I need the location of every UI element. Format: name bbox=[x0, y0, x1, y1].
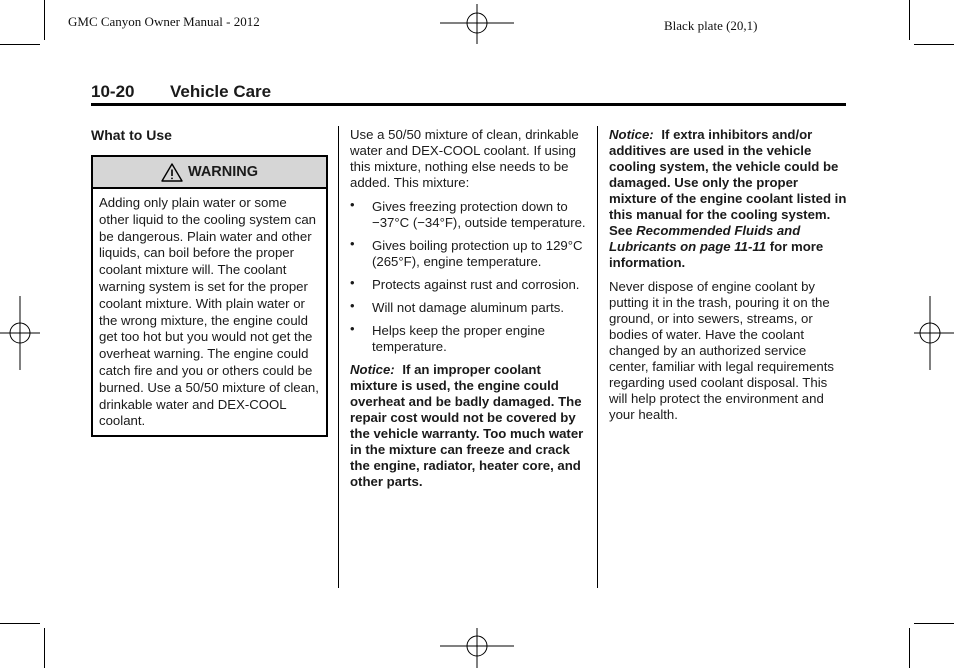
crop-mark bbox=[909, 628, 910, 668]
warning-triangle-icon bbox=[161, 163, 183, 182]
crop-mark bbox=[914, 44, 954, 45]
warning-box bbox=[91, 155, 328, 437]
notice-paragraph bbox=[609, 127, 849, 271]
notice-text: If an improper coolant mixture is used, the engine could overheat and be badly damaged. The repair cost would not be covered by the vehicle warranty. Too much water in the mixture can freeze and crack the engine, radiator, heater core, and other parts. bbox=[350, 362, 584, 489]
column-3 bbox=[609, 127, 849, 423]
notice-text: If extra inhibitors and/or additives are used in the vehicle cooling system, the vehicle could be damaged. Use only the proper mixture of the engine coolant listed in this manual for the cooling system. See bbox=[609, 127, 847, 238]
list-item bbox=[350, 300, 590, 316]
bullet-icon: • bbox=[350, 236, 355, 251]
print-header-right: Black plate (20,1) bbox=[664, 18, 758, 33]
list-item-text: Will not damage aluminum parts. bbox=[372, 300, 565, 315]
registration-crosshair-icon bbox=[914, 296, 954, 370]
print-header-left: GMC Canyon Owner Manual - 2012 bbox=[68, 14, 260, 29]
registration-crosshair-icon bbox=[440, 4, 514, 44]
cross-reference-link[interactable]: Recommended Fluids and Lubricants on page 11-11 bbox=[609, 223, 801, 254]
crop-mark bbox=[0, 44, 40, 45]
column-1 bbox=[91, 127, 328, 437]
crop-mark bbox=[44, 0, 45, 40]
notice-paragraph bbox=[350, 362, 590, 490]
bullet-icon: • bbox=[350, 197, 355, 212]
list-item bbox=[350, 238, 590, 270]
crop-mark bbox=[909, 0, 910, 40]
column-divider bbox=[597, 126, 598, 588]
disposal-paragraph: Never dispose of engine coolant by putting it in the trash, pouring it on the ground, or into sewers, streams, or bodies of water. Have the coolant changed by an authorized service center, familiar with legal requirements regarding used coolant disposal. This will help protect the environment and your health. bbox=[609, 279, 835, 422]
notice-label: Notice: bbox=[350, 362, 395, 377]
bullet-icon: • bbox=[350, 321, 355, 336]
column-2 bbox=[350, 127, 590, 490]
list-item-text: Helps keep the proper engine temperature. bbox=[372, 323, 546, 354]
registration-crosshair-icon bbox=[440, 628, 514, 668]
warning-text: Adding only plain water or some other liquid to the cooling system can be dangerous. Plain water and other liquids, can boil before the proper coolant mixture will. The coolant warning system is set for the proper coolant mixture. With plain water or the wrong mixture, the engine could get too hot but you would not get the overheat warning. The engine could catch fire and you or others could be burned. Use a 50/50 mixture of clean, drinkable water and DEX-COOL coolant. bbox=[99, 195, 319, 429]
intro-paragraph: Use a 50/50 mixture of clean, drinkable water and DEX-COOL coolant. If using this mixture, nothing else needs to be added. This mixture: bbox=[350, 127, 579, 190]
list-item bbox=[350, 323, 590, 355]
warning-header bbox=[93, 157, 326, 189]
list-item-text: Gives boiling protection up to 129°C (265°F), engine temperature. bbox=[372, 238, 583, 269]
notice-label: Notice: bbox=[609, 127, 654, 142]
warning-title: WARNING bbox=[187, 164, 259, 180]
list-item-text: Protects against rust and corrosion. bbox=[372, 277, 580, 292]
subsection-heading: What to Use bbox=[91, 127, 172, 143]
page-number: 10-20 bbox=[91, 82, 135, 101]
crop-mark bbox=[914, 623, 954, 624]
page-header bbox=[91, 82, 846, 106]
crop-mark bbox=[44, 628, 45, 668]
bullet-icon: • bbox=[350, 275, 355, 290]
section-title: Vehicle Care bbox=[170, 82, 272, 101]
registration-crosshair-icon bbox=[0, 296, 40, 370]
benefits-list bbox=[350, 199, 590, 355]
list-item bbox=[350, 199, 590, 231]
bullet-icon: • bbox=[350, 298, 355, 313]
list-item bbox=[350, 277, 590, 293]
column-divider bbox=[338, 126, 339, 588]
list-item-text: Gives freezing protection down to −37°C (−34°F), outside temperature. bbox=[372, 199, 586, 230]
notice-tail: for more information. bbox=[609, 239, 824, 270]
crop-mark bbox=[0, 623, 40, 624]
